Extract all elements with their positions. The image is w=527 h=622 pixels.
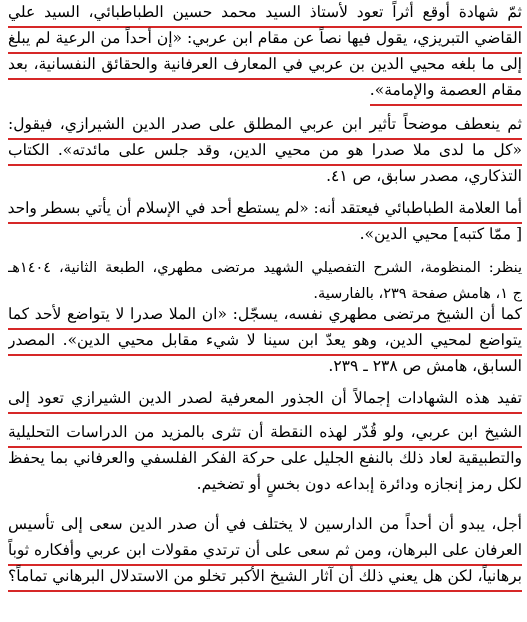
paragraph-1-line-1: ثمّ شهادة أوقع أثراً تعود لأستاذ السيد محمد حسين الطباطبائي، السيد علي (8, 0, 522, 28)
paragraph-2-line-3: التذكاري، مصدر سابق، ص ٤١. (326, 167, 522, 185)
paragraph-1-line-2: القاضي التبريزي، يقول فيها نصاً عن مقام ابن عربي: «إن أحداً من الرعية لم يبلغ (8, 26, 522, 54)
paragraph-7-line-1: أجل، يبدو أن أحداً من الدارسين لا يختلف في أن صدر الدين سعى إلى تأسيس (8, 515, 522, 533)
paragraph-2-line-2: «كل ما لدى ملا صدرا هو من محيي الدين، وقد جلس على مائدته». الكتاب (8, 138, 522, 166)
reference-line-2: ج ١، هامش صفحة ٢٣٩، بالفارسية. (313, 286, 522, 302)
paragraph-7-line-3: برهانياً، لكن هل يعني ذلك أن آثار الشيخ الأكبر تخلو من الاستدلال البرهاني تماماً؟ (8, 564, 522, 592)
paragraph-6-line-1: تفيد هذه الشهادات إجمالاً أن الجذور المعرفية لصدر الدين الشيرازي تعود إلى (8, 386, 522, 414)
paragraph-5-line-2: يتواضع لمحيي الدين، وهو يعدّ ابن سينا لا شيء مقابل محيي الدين». المصدر (8, 328, 522, 356)
reference-line-1: ينظر: المنظومة، الشرح التفصيلي الشهيد مرتضى مطهري، الطبعة الثانية، ١٤٠٤هـ (8, 260, 522, 276)
paragraph-6-line-3: والتطبيقية لعاد ذلك بالنفع الجليل على حركة الفكر الفلسفي والعرفاني بما يحفظ (8, 449, 522, 467)
paragraph-3-line-1: أما العلامة الطباطبائي فيعتقد أنه: «لم يستطع أحد في الإسلام أن يأتي بسطر واحد (8, 196, 522, 224)
paragraph-3-line-2: [ ممّا كتبه] محيي الدين». (359, 225, 522, 243)
paragraph-1-line-4: مقام العصمة والإمامة». (370, 78, 522, 106)
paragraph-6-line-2: الشيخ ابن عربي، ولو قُدّر لهذه النقطة أن تثرى بالمزيد من الدراسات التحليلية (8, 420, 522, 448)
paragraph-7-line-2: العرفان على البرهان، ومن ثم سعى على أن ترتدي مقولات ابن عربي وأفكاره ثوباً (8, 538, 522, 566)
paragraph-6-line-4: لكل رمز إنجازه ودائرة إبداعه دون بخسٍ أو تضخيم. (196, 475, 522, 493)
paragraph-5-line-1: كما أن الشيخ مرتضى مطهري نفسه، يسجّل: «ان الملا صدرا لا يتواضع لأحد كما (8, 302, 522, 330)
paragraph-1-line-3: إلى ما بلغه محيي الدين بن عربي في المعارف العرفانية والحقائق النفسانية، بعد (8, 52, 522, 80)
paragraph-5-line-3: السابق، هامش ص ٢٣٨ ـ ٢٣٩. (328, 357, 522, 375)
paragraph-2-line-1: ثم ينعطف موضحاً تأثير ابن عربي المطلق على صدر الدين الشيرازي، فيقول: (8, 112, 522, 140)
